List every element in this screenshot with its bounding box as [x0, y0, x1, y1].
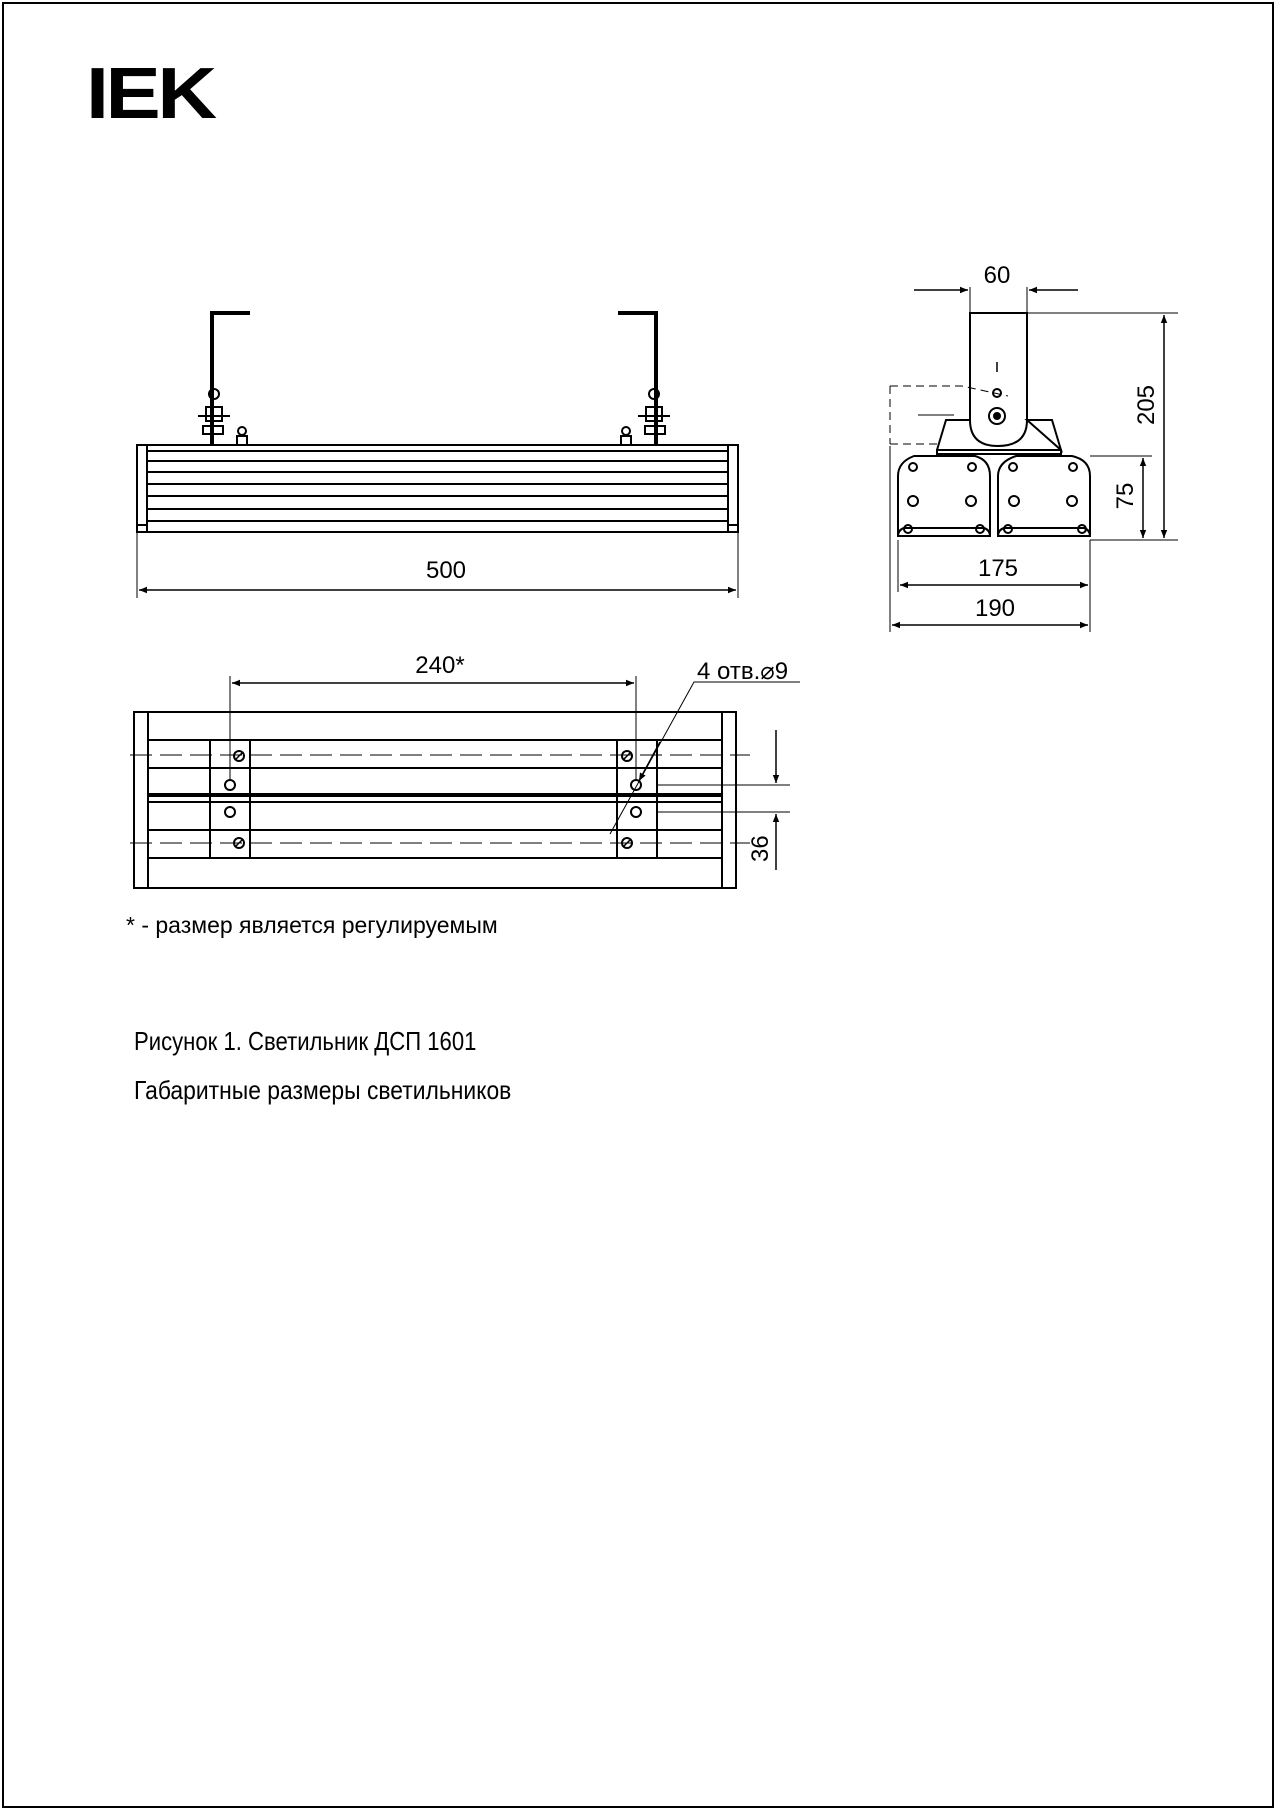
iek-logo: IEK — [86, 54, 214, 134]
dim-mount-spacing: 240* — [415, 652, 465, 679]
figure-caption: Рисунок 1. Светильник ДСП 1601 — [134, 1026, 477, 1056]
dim-total-height: 205 — [1133, 384, 1160, 426]
front-view — [137, 313, 738, 598]
dim-total-length: 500 — [425, 557, 467, 584]
dim-outer-width: 190 — [974, 595, 1016, 622]
side-view — [890, 287, 1178, 632]
figure-subcaption: Габаритные размеры светильников — [134, 1075, 512, 1105]
dim-inner-width: 175 — [977, 555, 1019, 582]
dim-bracket-width: 60 — [983, 262, 1011, 289]
top-view — [130, 676, 800, 888]
adjustable-note: * - размер является регулируемым — [126, 912, 498, 938]
dim-holes: 4 отв.⌀9 — [697, 658, 789, 685]
dim-hole-offset: 36 — [747, 835, 774, 862]
dim-body-height: 75 — [1112, 482, 1139, 510]
